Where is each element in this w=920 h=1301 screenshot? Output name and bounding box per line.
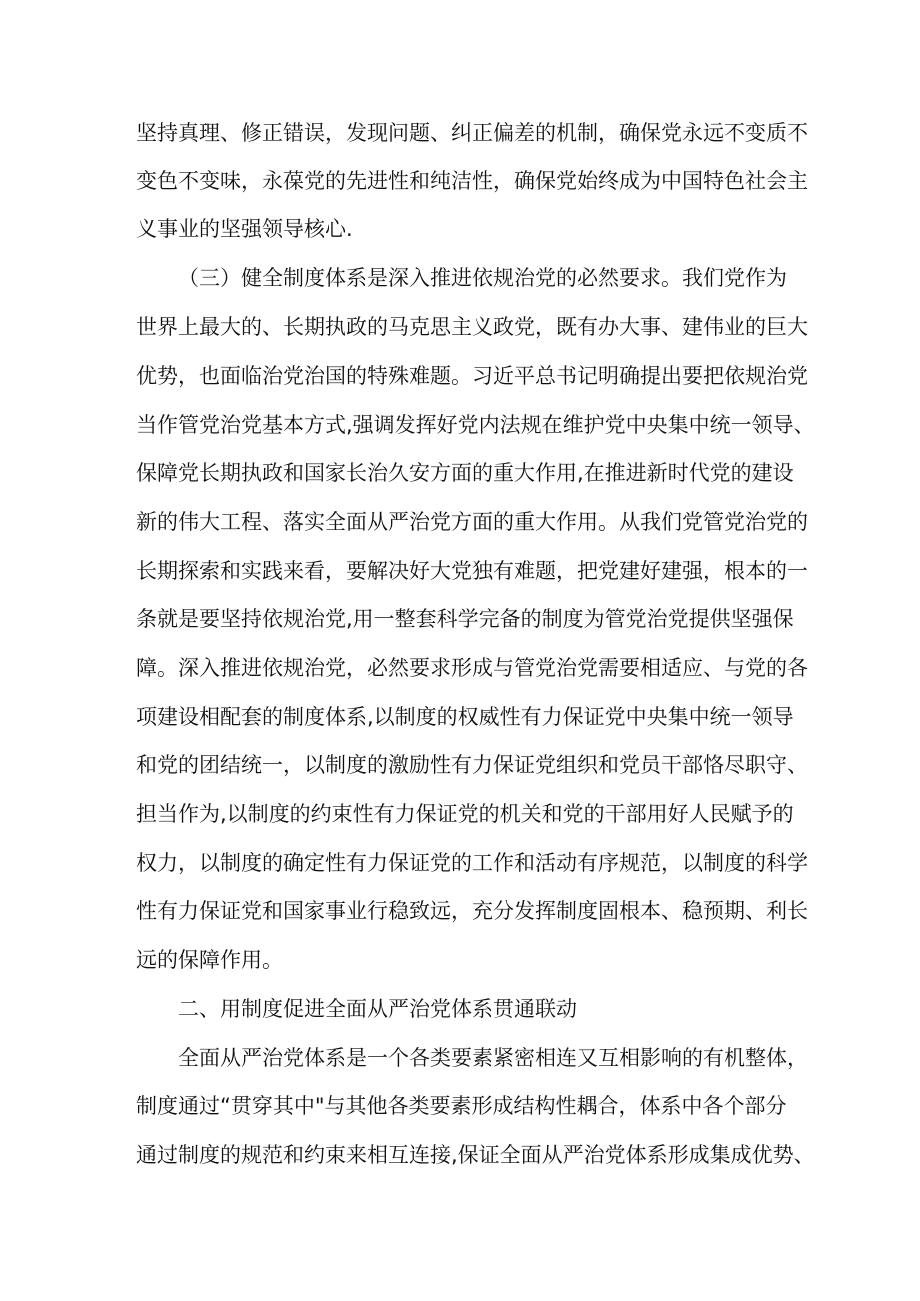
text-line-22: 通过制度的规范和约束来相互连接,保证全面从严治党体系形成集成优势、 [136, 1143, 815, 1167]
text-line-12: 障。深入推进依规治党，必然要求形成与管党治党需要相适应、与党的各 [136, 656, 808, 680]
text-line-13: 项建设相配套的制度体系,以制度的权威性有力保证党中央集中统一领导 [136, 705, 794, 729]
text-line-6: 优势，也面临治党治国的特殊难题。习近平总书记明确提出要把依规治党 [136, 364, 808, 388]
text-line-5: 世界上最大的、长期执政的马克思主义政党，既有办大事、建伟业的巨大 [136, 315, 808, 339]
text-line-15: 担当作为,以制度的约束性有力保证党的机关和党的干部用好人民赋予的 [136, 802, 794, 826]
text-line-9: 新的伟大工程、落实全面从严治党方面的重大作用。从我们党管党治党的 [136, 510, 808, 534]
text-line-10: 长期探索和实践来看，要解决好大党独有难题，把党建好建强，根本的一 [136, 559, 808, 583]
text-line-8: 保障党长期执政和国家长治久安方面的重大作用,在推进新时代党的建设 [136, 461, 794, 485]
text-line-7: 当作管党治党基本方式,强调发挥好党内法规在维护党中央集中统一领导、 [136, 413, 815, 437]
text-line-1: 坚持真理、修正错误，发现问题、纠正偏差的机制，确保党永远不变质不 [136, 121, 808, 145]
text-line-20: 全面从严治党体系是一个各类要素紧密相连又互相影响的有机整体， [178, 1046, 808, 1070]
text-line-18: 远的保障作用。 [136, 948, 283, 972]
text-line-2: 变色不变味，永葆党的先进性和纯洁性，确保党始终成为中国特色社会主 [136, 169, 808, 193]
text-line-3: 义事业的坚强领导核心. [136, 217, 353, 241]
section-heading-3: （三）健全制度体系是深入推进依规治党的必然要求。我们党作为 [178, 266, 787, 290]
text-line-16: 权力，以制度的确定性有力保证党的工作和活动有序规范，以制度的科学 [136, 851, 808, 875]
text-line-21: 制度通过“贯穿其中"与其他各类要素形成结构性耦合，体系中各个部分 [136, 1094, 787, 1118]
text-line-11: 条就是要坚持依规治党,用一整套科学完备的制度为管党治党提供坚强保 [136, 607, 794, 631]
section-heading-2: 二、用制度促进全面从严治党体系贯通联动 [178, 997, 577, 1021]
text-line-17: 性有力保证党和国家事业行稳致远，充分发挥制度固根本、稳预期、利长 [136, 899, 808, 923]
text-line-14: 和党的团结统一，以制度的激励性有力保证党组织和党员干部恪尽职守、 [136, 753, 808, 777]
